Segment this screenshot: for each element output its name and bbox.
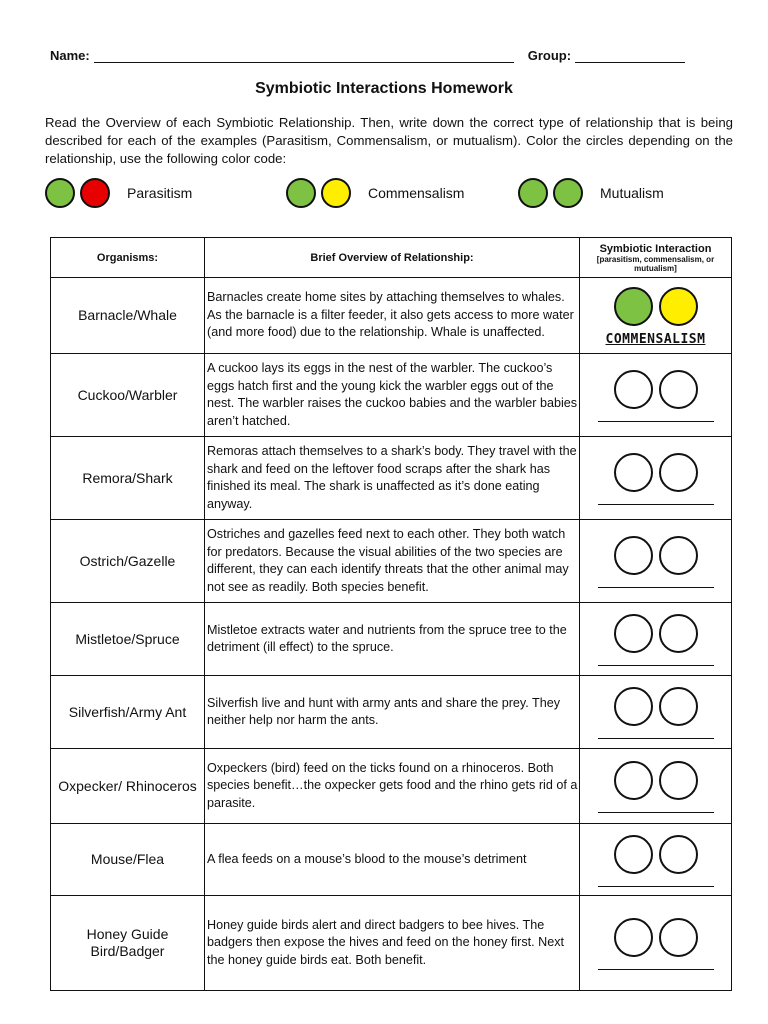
legend-label: Parasitism bbox=[127, 185, 193, 201]
legend-label: Mutualism bbox=[600, 185, 664, 201]
header-organisms: Organisms: bbox=[51, 238, 205, 278]
interaction-cell bbox=[580, 749, 732, 824]
color-circle-2[interactable] bbox=[659, 453, 698, 492]
table-row bbox=[51, 354, 732, 437]
color-circle-1[interactable] bbox=[614, 536, 653, 575]
interaction-cell bbox=[580, 520, 732, 603]
organisms-cell: Remora/Shark bbox=[51, 437, 205, 520]
answer-line[interactable] bbox=[598, 587, 714, 588]
color-circle-1[interactable] bbox=[614, 687, 653, 726]
page-title: Symbiotic Interactions Homework bbox=[255, 80, 513, 97]
legend-dot-1 bbox=[518, 178, 548, 208]
color-circle-1[interactable] bbox=[614, 918, 653, 957]
organisms-cell: Oxpecker/ Rhinoceros bbox=[51, 749, 205, 824]
legend-dot-2 bbox=[553, 178, 583, 208]
color-circles bbox=[580, 687, 731, 726]
color-circle-1[interactable] bbox=[614, 453, 653, 492]
interaction-cell bbox=[580, 676, 732, 749]
answer-line[interactable] bbox=[598, 421, 714, 422]
color-circle-1[interactable] bbox=[614, 835, 653, 874]
color-circles bbox=[580, 835, 731, 874]
group-field[interactable] bbox=[575, 50, 685, 63]
overview-cell: A cuckoo lays its eggs in the nest of the warbler. The cuckoo’s eggs hatch first and the young kick the warbler eggs out of the nest. The warbler raises the cuckoo babies and the warbler babies aren’t hatched. bbox=[205, 354, 580, 437]
interaction-cell bbox=[580, 896, 732, 991]
header-line bbox=[50, 48, 720, 63]
instructions: Read the Overview of each Symbiotic Relationship. Then, write down the correct type of relationship that is being described for each of the examples (Parasitism, Commensalism, or mutualism). Color the circles depending on the relationship, use the following color code: bbox=[45, 115, 733, 166]
legend-item-commensalism bbox=[286, 178, 464, 208]
table-row bbox=[51, 749, 732, 824]
organisms-cell: Honey Guide Bird/Badger bbox=[51, 896, 205, 991]
legend-dot-1 bbox=[286, 178, 316, 208]
group-label: Group: bbox=[527, 48, 572, 63]
color-circle-1[interactable] bbox=[614, 287, 653, 326]
color-circle-1[interactable] bbox=[614, 761, 653, 800]
color-circles bbox=[580, 614, 731, 653]
header-overview: Brief Overview of Relationship: bbox=[205, 238, 580, 278]
answer-line[interactable] bbox=[598, 969, 714, 970]
overview-cell: Honey guide birds alert and direct badgers to bee hives. The badgers then expose the hives and feed on the honey first. Next the honey guide birds eat. Both benefit. bbox=[205, 896, 580, 991]
table-row bbox=[51, 437, 732, 520]
legend-label: Commensalism bbox=[368, 185, 465, 201]
color-circles bbox=[580, 287, 731, 326]
answer-line[interactable] bbox=[598, 812, 714, 813]
organisms-cell: Barnacle/Whale bbox=[51, 278, 205, 354]
interaction-cell bbox=[580, 824, 732, 896]
color-circle-2[interactable] bbox=[659, 287, 698, 326]
answer-line[interactable] bbox=[598, 738, 714, 739]
overview-cell: Ostriches and gazelles feed next to each other. They both watch for predators. Because the visual abilities of the two species are different, they can each identify threats that the other animal may not see as readily. Both species benefit. bbox=[205, 520, 580, 603]
overview-cell: A flea feeds on a mouse’s blood to the mouse’s detriment bbox=[205, 824, 580, 896]
color-circle-2[interactable] bbox=[659, 918, 698, 957]
interaction-cell bbox=[580, 603, 732, 676]
color-circle-2[interactable] bbox=[659, 687, 698, 726]
organisms-cell: Ostrich/Gazelle bbox=[51, 520, 205, 603]
interaction-cell bbox=[580, 278, 732, 354]
overview-cell: Oxpeckers (bird) feed on the ticks found on a rhinoceros. Both species benefit…the oxpecker gets food and the rhino gets rid of a parasite. bbox=[205, 749, 580, 824]
color-circle-2[interactable] bbox=[659, 761, 698, 800]
color-circles bbox=[580, 370, 731, 409]
color-legend bbox=[0, 178, 768, 214]
table-header-row bbox=[51, 238, 732, 278]
organisms-cell: Mouse/Flea bbox=[51, 824, 205, 896]
header-interaction bbox=[580, 238, 732, 278]
color-circle-2[interactable] bbox=[659, 835, 698, 874]
color-circle-1[interactable] bbox=[614, 370, 653, 409]
overview-cell: Mistletoe extracts water and nutrients from the spruce tree to the detriment (ill effect) to the spruce. bbox=[205, 603, 580, 676]
legend-item-parasitism bbox=[45, 178, 192, 208]
overview-cell: Barnacles create home sites by attaching themselves to whales. As the barnacle is a filter feeder, it also gets access to more water (and more food) due to the relationship. Whale is unaffected. bbox=[205, 278, 580, 354]
color-circles bbox=[580, 536, 731, 575]
table-row bbox=[51, 603, 732, 676]
table-row bbox=[51, 278, 732, 354]
organisms-cell: Mistletoe/Spruce bbox=[51, 603, 205, 676]
name-label: Name: bbox=[50, 48, 90, 63]
name-field[interactable] bbox=[94, 50, 514, 63]
answer-text[interactable]: COMMENSALISM bbox=[605, 331, 706, 347]
organisms-cell: Silverfish/Army Ant bbox=[51, 676, 205, 749]
answer-line[interactable] bbox=[598, 504, 714, 505]
color-circle-2[interactable] bbox=[659, 614, 698, 653]
table-row bbox=[51, 896, 732, 991]
interaction-cell bbox=[580, 354, 732, 437]
header-interaction-sub: [parasitism, commensalism, or mutualism] bbox=[596, 254, 715, 273]
color-circle-2[interactable] bbox=[659, 536, 698, 575]
color-circle-2[interactable] bbox=[659, 370, 698, 409]
relationship-table bbox=[50, 237, 732, 991]
color-circles bbox=[580, 761, 731, 800]
header-interaction-title: Symbiotic Interaction bbox=[599, 242, 712, 255]
table-row bbox=[51, 676, 732, 749]
color-circles bbox=[580, 918, 731, 957]
legend-item-mutualism bbox=[518, 178, 664, 208]
table-row bbox=[51, 520, 732, 603]
overview-cell: Silverfish live and hunt with army ants and share the prey. They neither help nor harm the ants. bbox=[205, 676, 580, 749]
legend-dot-2 bbox=[80, 178, 110, 208]
legend-dot-2 bbox=[321, 178, 351, 208]
legend-dot-1 bbox=[45, 178, 75, 208]
color-circles bbox=[580, 453, 731, 492]
organisms-cell: Cuckoo/Warbler bbox=[51, 354, 205, 437]
answer-line[interactable] bbox=[598, 665, 714, 666]
color-circle-1[interactable] bbox=[614, 614, 653, 653]
table-row bbox=[51, 824, 732, 896]
overview-cell: Remoras attach themselves to a shark’s body. They travel with the shark and feed on the leftover food scraps after the shark has finished its meal. The shark is unaffected as it’s done eating anyway. bbox=[205, 437, 580, 520]
answer-line[interactable] bbox=[598, 886, 714, 887]
interaction-cell bbox=[580, 437, 732, 520]
